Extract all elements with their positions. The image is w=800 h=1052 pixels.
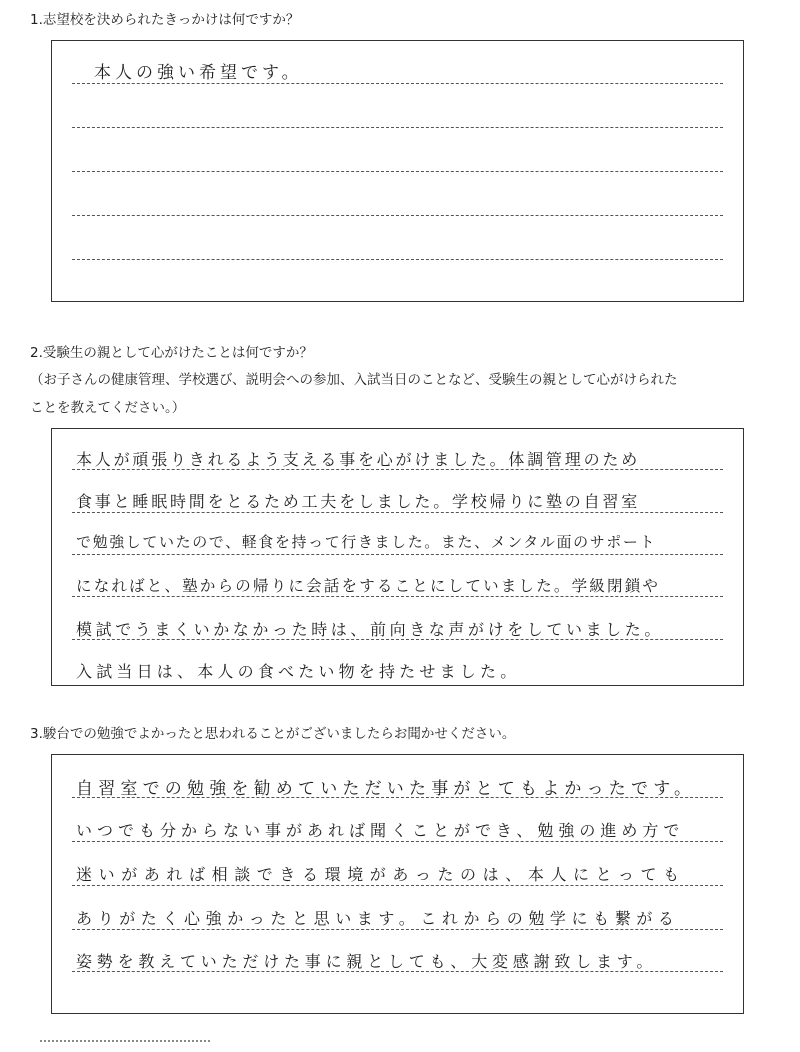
answer-2-line-2: 食事と睡眠時間をとるため工夫をしました。学校帰りに塾の自習室 [76,492,641,511]
ruled-line [72,215,723,216]
answer-3-line-4: ありがたく心強かったと思います。これからの勉学にも繋がる [76,909,680,928]
ruled-line [72,83,723,84]
ruled-line [72,841,723,842]
answer-box-3 [51,754,744,1014]
ruled-line [72,554,723,555]
answer-3-line-3: 迷いがあれば相談できる環境があったのは、本人にとっても [76,865,686,884]
answer-2-line-5: 模試でうまくいかなかった時は、前向きな声がけをしていました。 [76,620,665,639]
ruled-line [72,259,723,260]
question-2-label: 2.受験生の親として心がけたことは何ですか？ [30,345,313,361]
ruled-line [72,596,723,597]
ruled-line [72,512,723,513]
answer-box-2 [51,428,744,686]
answer-3-line-5: 姿勢を教えていただけた事に親としても、大変感謝致します。 [76,952,658,971]
answer-2-line-4: になればと、塾からの帰りに会話をすることにしていました。学級閉鎖や [76,577,661,595]
answer-2-line-3: で勉強していたので、軽食を持って行きました。また、メンタル面のサポート [76,533,657,551]
ruled-line [72,929,723,930]
question-1-label: 1.志望校を決められたきっかけは何ですか？ [30,12,300,28]
ruled-line [72,171,723,172]
answer-3-line-2: いつでも分からない事があれば聞くことができ、勉強の進め方で [76,821,685,840]
answer-2-line-6: 入試当日は、本人の食べたい物を持たせました。 [76,662,521,681]
question-3-label: 3.駿台での勉強でよかったと思われることがございましたらお聞かせください。 [30,726,516,742]
answer-1-text: 本人の強い希望です。 [94,63,303,83]
answer-2-line-1: 本人が頑張りきれるよう支える事を心がけました。体調管理のため [76,450,641,469]
ruled-line [72,127,723,128]
answer-3-line-1: 自習室での勉強を勧めていただいた事がとてもよかったです。 [76,779,697,799]
answer-box-1 [51,40,744,302]
ruled-line [72,885,723,886]
question-2-note-line-1: （お子さんの健康管理、学校選び、説明会への参加、入試当日のことなど、受験生の親として心がけられた [30,372,678,388]
question-2-note-line-2: ことを教えてください。） [30,400,186,416]
footer-cut-mark [40,1040,210,1052]
